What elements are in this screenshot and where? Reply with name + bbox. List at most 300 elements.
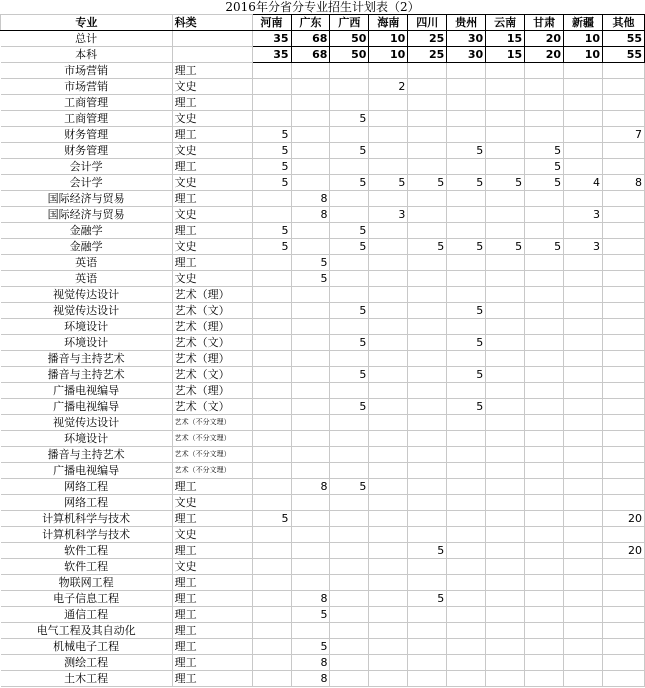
- quota-cell: [447, 543, 486, 559]
- quota-cell: 5: [408, 543, 447, 559]
- quota-cell: [603, 463, 645, 479]
- quota-cell: 10: [564, 47, 603, 63]
- quota-cell: [447, 607, 486, 623]
- quota-cell: [369, 447, 408, 463]
- quota-cell: 15: [486, 31, 525, 47]
- quota-cell: [447, 319, 486, 335]
- category-cell: 理工: [172, 607, 252, 623]
- quota-cell: [408, 191, 447, 207]
- category-cell: 艺术（文）: [172, 303, 252, 319]
- quota-cell: [408, 255, 447, 271]
- table-row: [1, 127, 645, 143]
- quota-cell: [564, 383, 603, 399]
- major-cell: 市场营销: [1, 79, 173, 95]
- table-row: [1, 399, 645, 415]
- quota-cell: [408, 143, 447, 159]
- major-cell: 播音与主持艺术: [1, 447, 173, 463]
- quota-cell: [525, 335, 564, 351]
- quota-cell: [408, 559, 447, 575]
- quota-cell: 5: [408, 591, 447, 607]
- quota-cell: [369, 607, 408, 623]
- quota-cell: [486, 79, 525, 95]
- quota-cell: [525, 479, 564, 495]
- quota-cell: [330, 655, 369, 671]
- quota-cell: [330, 623, 369, 639]
- quota-cell: [564, 495, 603, 511]
- quota-cell: [564, 431, 603, 447]
- quota-cell: [252, 191, 291, 207]
- quota-cell: [564, 95, 603, 111]
- major-cell: 机械电子工程: [1, 639, 173, 655]
- header-province: 广西: [330, 15, 369, 31]
- major-cell: 视觉传达设计: [1, 303, 173, 319]
- major-cell: 播音与主持艺术: [1, 367, 173, 383]
- quota-cell: 5: [447, 143, 486, 159]
- quota-cell: 55: [603, 31, 645, 47]
- quota-cell: 20: [525, 31, 564, 47]
- quota-cell: [408, 63, 447, 79]
- major-cell: 英语: [1, 255, 173, 271]
- quota-cell: [330, 671, 369, 687]
- quota-cell: [408, 415, 447, 431]
- quota-cell: [408, 207, 447, 223]
- quota-cell: [291, 543, 330, 559]
- quota-cell: [603, 383, 645, 399]
- major-cell: 电子信息工程: [1, 591, 173, 607]
- quota-cell: [252, 287, 291, 303]
- category-cell: 文史: [172, 239, 252, 255]
- quota-cell: [486, 287, 525, 303]
- category-cell: 艺术（理）: [172, 383, 252, 399]
- quota-cell: 5: [252, 159, 291, 175]
- quota-cell: [564, 287, 603, 303]
- quota-cell: [525, 383, 564, 399]
- quota-cell: 5: [408, 175, 447, 191]
- quota-cell: 8: [291, 207, 330, 223]
- quota-cell: [330, 79, 369, 95]
- major-cell: 软件工程: [1, 543, 173, 559]
- quota-cell: [525, 207, 564, 223]
- table-row: [1, 95, 645, 111]
- quota-cell: [447, 463, 486, 479]
- quota-cell: [564, 335, 603, 351]
- quota-cell: [564, 319, 603, 335]
- quota-cell: [291, 559, 330, 575]
- quota-cell: [291, 63, 330, 79]
- quota-cell: 5: [447, 303, 486, 319]
- quota-cell: [564, 559, 603, 575]
- quota-cell: [486, 303, 525, 319]
- quota-cell: [564, 575, 603, 591]
- quota-cell: [330, 159, 369, 175]
- category-cell: 艺术（不分文理）: [172, 415, 252, 431]
- quota-cell: [603, 655, 645, 671]
- quota-cell: [486, 591, 525, 607]
- quota-cell: [330, 575, 369, 591]
- quota-cell: 10: [369, 47, 408, 63]
- quota-cell: [291, 159, 330, 175]
- quota-cell: [408, 575, 447, 591]
- table-row: [1, 367, 645, 383]
- quota-cell: [603, 447, 645, 463]
- quota-cell: [252, 415, 291, 431]
- header-province: 贵州: [447, 15, 486, 31]
- quota-cell: [564, 399, 603, 415]
- quota-cell: [369, 63, 408, 79]
- quota-cell: [486, 159, 525, 175]
- quota-cell: [330, 287, 369, 303]
- quota-cell: 20: [603, 543, 645, 559]
- quota-cell: [564, 591, 603, 607]
- quota-cell: [564, 447, 603, 463]
- quota-cell: [486, 95, 525, 111]
- quota-cell: [603, 271, 645, 287]
- quota-cell: [330, 639, 369, 655]
- quota-cell: [252, 559, 291, 575]
- quota-cell: [525, 639, 564, 655]
- category-cell: [172, 47, 252, 63]
- major-cell: 网络工程: [1, 479, 173, 495]
- major-cell: 视觉传达设计: [1, 287, 173, 303]
- quota-cell: [486, 655, 525, 671]
- quota-cell: [447, 271, 486, 287]
- quota-cell: [525, 95, 564, 111]
- table-row: [1, 511, 645, 527]
- quota-cell: [603, 287, 645, 303]
- total-row: [1, 47, 645, 63]
- header-category: 科类: [172, 15, 252, 31]
- quota-cell: [408, 79, 447, 95]
- quota-cell: [291, 463, 330, 479]
- quota-cell: [330, 351, 369, 367]
- quota-cell: 5: [330, 239, 369, 255]
- quota-cell: [486, 463, 525, 479]
- quota-cell: [525, 511, 564, 527]
- quota-cell: [369, 575, 408, 591]
- quota-cell: [291, 111, 330, 127]
- quota-cell: [291, 175, 330, 191]
- quota-cell: [486, 399, 525, 415]
- quota-cell: 7: [603, 127, 645, 143]
- table-row: [1, 207, 645, 223]
- quota-cell: [564, 479, 603, 495]
- quota-cell: 8: [291, 191, 330, 207]
- category-cell: 文史: [172, 207, 252, 223]
- quota-cell: [603, 607, 645, 623]
- header-province: 云南: [486, 15, 525, 31]
- category-cell: 文史: [172, 143, 252, 159]
- quota-cell: 68: [291, 47, 330, 63]
- table-row: [1, 143, 645, 159]
- quota-cell: 3: [564, 239, 603, 255]
- major-cell: 计算机科学与技术: [1, 527, 173, 543]
- major-cell: 金融学: [1, 223, 173, 239]
- table-row: [1, 255, 645, 271]
- quota-cell: [603, 303, 645, 319]
- quota-cell: [603, 671, 645, 687]
- category-cell: 理工: [172, 95, 252, 111]
- quota-cell: [252, 527, 291, 543]
- quota-cell: [369, 415, 408, 431]
- table-row: [1, 159, 645, 175]
- quota-cell: [525, 495, 564, 511]
- table-row: [1, 479, 645, 495]
- quota-cell: [330, 191, 369, 207]
- quota-cell: 5: [330, 399, 369, 415]
- quota-cell: 2: [369, 79, 408, 95]
- quota-cell: [252, 367, 291, 383]
- quota-cell: [291, 431, 330, 447]
- quota-cell: [330, 591, 369, 607]
- quota-cell: 5: [252, 223, 291, 239]
- quota-cell: [564, 159, 603, 175]
- quota-cell: [525, 223, 564, 239]
- quota-cell: [564, 223, 603, 239]
- quota-cell: [486, 511, 525, 527]
- category-cell: 文史: [172, 79, 252, 95]
- quota-cell: [525, 415, 564, 431]
- quota-cell: 35: [252, 31, 291, 47]
- major-cell: 本科: [1, 47, 173, 63]
- quota-cell: 5: [330, 479, 369, 495]
- quota-cell: [330, 271, 369, 287]
- quota-cell: [486, 63, 525, 79]
- quota-cell: [525, 191, 564, 207]
- quota-cell: [291, 335, 330, 351]
- quota-cell: [408, 223, 447, 239]
- quota-cell: [447, 479, 486, 495]
- quota-cell: [486, 431, 525, 447]
- quota-cell: [603, 415, 645, 431]
- quota-cell: [525, 575, 564, 591]
- quota-cell: [291, 399, 330, 415]
- quota-cell: [447, 79, 486, 95]
- table-row: [1, 63, 645, 79]
- quota-cell: 5: [252, 175, 291, 191]
- header-province: 四川: [408, 15, 447, 31]
- quota-cell: [252, 575, 291, 591]
- major-cell: 广播电视编导: [1, 399, 173, 415]
- major-cell: 广播电视编导: [1, 383, 173, 399]
- quota-cell: [291, 495, 330, 511]
- quota-cell: [369, 383, 408, 399]
- quota-cell: [447, 415, 486, 431]
- quota-cell: [369, 671, 408, 687]
- quota-cell: [330, 527, 369, 543]
- quota-cell: [603, 431, 645, 447]
- quota-cell: [369, 543, 408, 559]
- major-cell: 会计学: [1, 159, 173, 175]
- major-cell: 土木工程: [1, 671, 173, 687]
- quota-cell: [291, 127, 330, 143]
- quota-cell: 5: [447, 239, 486, 255]
- quota-cell: [369, 479, 408, 495]
- quota-cell: [564, 143, 603, 159]
- category-cell: 理工: [172, 623, 252, 639]
- table-row: [1, 655, 645, 671]
- quota-cell: [252, 95, 291, 111]
- quota-cell: [603, 111, 645, 127]
- quota-cell: [408, 271, 447, 287]
- category-cell: 理工: [172, 191, 252, 207]
- quota-cell: [252, 319, 291, 335]
- quota-cell: [447, 671, 486, 687]
- quota-cell: [486, 575, 525, 591]
- quota-cell: 3: [369, 207, 408, 223]
- category-cell: 艺术（理）: [172, 287, 252, 303]
- major-cell: 英语: [1, 271, 173, 287]
- category-cell: 理工: [172, 159, 252, 175]
- quota-cell: [486, 383, 525, 399]
- quota-cell: [252, 271, 291, 287]
- quota-cell: [564, 527, 603, 543]
- quota-cell: [369, 127, 408, 143]
- quota-cell: [447, 655, 486, 671]
- quota-cell: [447, 207, 486, 223]
- quota-cell: 5: [369, 175, 408, 191]
- table-row: [1, 623, 645, 639]
- quota-cell: [369, 495, 408, 511]
- major-cell: 财务管理: [1, 143, 173, 159]
- table-row: [1, 303, 645, 319]
- table-row: [1, 287, 645, 303]
- quota-cell: [447, 191, 486, 207]
- quota-cell: 5: [525, 159, 564, 175]
- major-cell: 市场营销: [1, 63, 173, 79]
- quota-cell: [408, 95, 447, 111]
- major-cell: 视觉传达设计: [1, 415, 173, 431]
- quota-cell: [447, 127, 486, 143]
- quota-cell: [447, 111, 486, 127]
- quota-cell: [564, 351, 603, 367]
- quota-cell: [369, 255, 408, 271]
- quota-cell: [330, 415, 369, 431]
- quota-cell: [252, 351, 291, 367]
- major-cell: 国际经济与贸易: [1, 191, 173, 207]
- quota-cell: [291, 95, 330, 111]
- quota-cell: [447, 351, 486, 367]
- quota-cell: [291, 223, 330, 239]
- quota-cell: [291, 367, 330, 383]
- quota-cell: [369, 431, 408, 447]
- table-row: [1, 639, 645, 655]
- quota-cell: [252, 607, 291, 623]
- quota-cell: [408, 511, 447, 527]
- quota-cell: [486, 623, 525, 639]
- quota-cell: [369, 159, 408, 175]
- quota-cell: [603, 495, 645, 511]
- quota-cell: [603, 527, 645, 543]
- quota-cell: [486, 367, 525, 383]
- quota-cell: [330, 127, 369, 143]
- table-row: [1, 79, 645, 95]
- quota-cell: [408, 655, 447, 671]
- enrollment-plan-table: [0, 14, 645, 687]
- quota-cell: [291, 79, 330, 95]
- quota-cell: [252, 303, 291, 319]
- quota-cell: [447, 431, 486, 447]
- quota-cell: [447, 447, 486, 463]
- quota-cell: [603, 351, 645, 367]
- quota-cell: [330, 207, 369, 223]
- major-cell: 播音与主持艺术: [1, 351, 173, 367]
- quota-cell: [408, 383, 447, 399]
- quota-cell: [525, 559, 564, 575]
- quota-cell: 5: [330, 175, 369, 191]
- quota-cell: [291, 351, 330, 367]
- quota-cell: [252, 623, 291, 639]
- category-cell: 理工: [172, 591, 252, 607]
- quota-cell: [603, 367, 645, 383]
- quota-cell: 5: [291, 271, 330, 287]
- quota-cell: [408, 639, 447, 655]
- quota-cell: [603, 639, 645, 655]
- quota-cell: [408, 463, 447, 479]
- quota-cell: [447, 223, 486, 239]
- table-row: [1, 463, 645, 479]
- quota-cell: [369, 367, 408, 383]
- header-province: 其他: [603, 15, 645, 31]
- category-cell: 文史: [172, 527, 252, 543]
- quota-cell: 5: [330, 111, 369, 127]
- quota-cell: [447, 95, 486, 111]
- quota-cell: 55: [603, 47, 645, 63]
- quota-cell: [603, 319, 645, 335]
- quota-cell: 5: [330, 303, 369, 319]
- major-cell: 环境设计: [1, 335, 173, 351]
- category-cell: 理工: [172, 479, 252, 495]
- quota-cell: 8: [291, 655, 330, 671]
- quota-cell: [564, 511, 603, 527]
- quota-cell: 5: [447, 399, 486, 415]
- category-cell: [172, 31, 252, 47]
- quota-cell: [369, 511, 408, 527]
- table-row: [1, 607, 645, 623]
- quota-cell: [408, 447, 447, 463]
- quota-cell: [369, 399, 408, 415]
- quota-cell: [252, 671, 291, 687]
- quota-cell: [525, 127, 564, 143]
- category-cell: 文史: [172, 559, 252, 575]
- quota-cell: [447, 639, 486, 655]
- table-row: [1, 335, 645, 351]
- category-cell: 艺术（文）: [172, 335, 252, 351]
- header-province: 广东: [291, 15, 330, 31]
- major-cell: 环境设计: [1, 431, 173, 447]
- category-cell: 理工: [172, 127, 252, 143]
- quota-cell: 30: [447, 31, 486, 47]
- quota-cell: [291, 383, 330, 399]
- quota-cell: [603, 239, 645, 255]
- header-province: 新疆: [564, 15, 603, 31]
- quota-cell: [330, 431, 369, 447]
- quota-cell: [564, 671, 603, 687]
- quota-cell: 5: [252, 239, 291, 255]
- quota-cell: [252, 63, 291, 79]
- quota-cell: [408, 319, 447, 335]
- quota-cell: [603, 479, 645, 495]
- category-cell: 理工: [172, 511, 252, 527]
- category-cell: 文史: [172, 271, 252, 287]
- quota-cell: [291, 287, 330, 303]
- quota-cell: 25: [408, 47, 447, 63]
- quota-cell: [369, 143, 408, 159]
- quota-cell: [252, 255, 291, 271]
- quota-cell: 25: [408, 31, 447, 47]
- category-cell: 艺术（理）: [172, 351, 252, 367]
- quota-cell: [408, 399, 447, 415]
- quota-cell: [369, 303, 408, 319]
